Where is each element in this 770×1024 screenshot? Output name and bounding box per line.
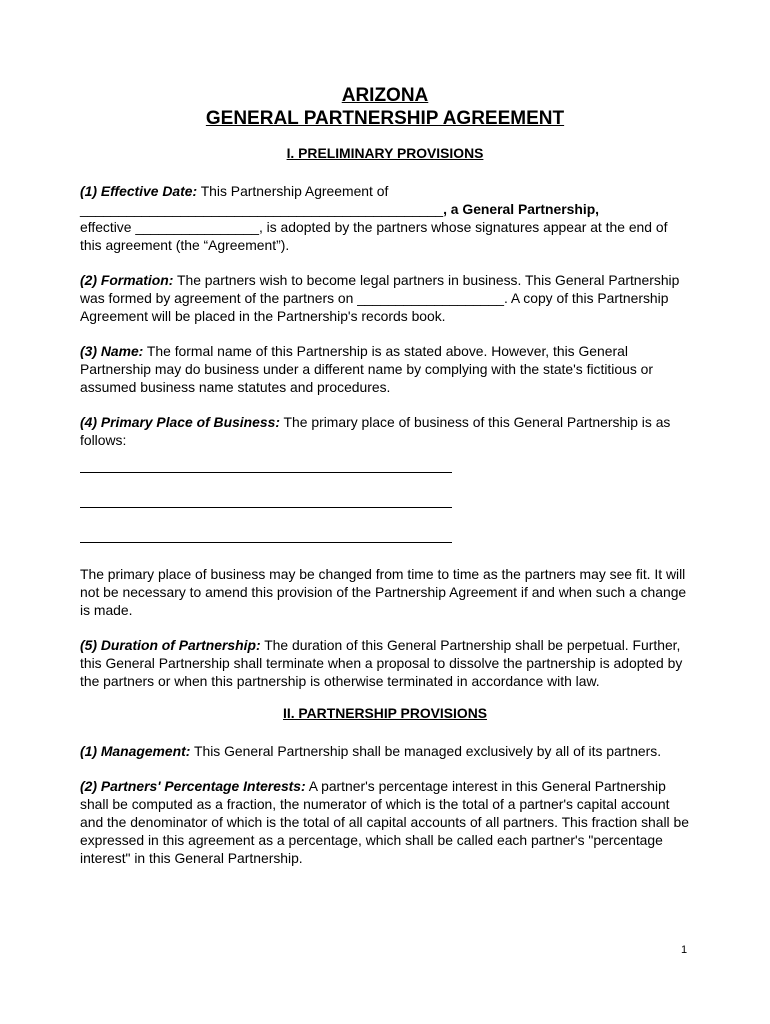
address-line-3[interactable] (80, 525, 452, 543)
page-number: 1 (681, 944, 688, 956)
clause-duration (80, 636, 690, 690)
clause-text: A partner's percentage interest in this General Partnership shall be computed as a fraction, the numerator of which is the total of a partner's capital account and the denominator of which is the total of all capital accounts of all partners. This fraction shall be expressed in this agreement as a percentage, which shall be called each partner's "percentage interest" in this General Partnership. (80, 778, 689, 866)
document-title (80, 84, 690, 130)
document-page (80, 84, 690, 884)
primary-place-note: The primary place of business may be changed from time to time as the partners may see fit. It will not be necessary to amend this provision of the Partnership Agreement if and when such a change is made. (80, 566, 687, 618)
clause-label: (3) Name: (80, 343, 144, 359)
section-heading-partnership: II. PARTNERSHIP PROVISIONS (282, 705, 488, 721)
address-line-2[interactable] (80, 490, 452, 508)
clause-text: The duration of this General Partnership shall be perpetual. Further, this General Partnership shall terminate when a proposal to dissolve the partnership is adopted by the partners or when this partnership is otherwise terminated in accordance with law. (80, 637, 683, 689)
clause-effective-date (80, 182, 690, 254)
address-lines (80, 455, 690, 543)
clause-management (80, 742, 690, 760)
clause-text: The formal name of this Partnership is as stated above. However, this General Partnership may do business under a different name by complying with the state's fictitious or assumed business name statutes and procedures. (80, 343, 653, 395)
general-partnership-suffix: , a General Partnership, (443, 201, 600, 217)
clause-label: (4) Primary Place of Business: (80, 414, 280, 430)
title-agreement: GENERAL PARTNERSHIP AGREEMENT (205, 108, 565, 129)
partnership-name-blank: _______________________________________________ (80, 201, 444, 217)
address-line-1[interactable] (80, 455, 452, 473)
clause-text: The partners wish to become legal partners in business. This General Partnership was formed by agreement of the partners on ___________________. A copy of this Partnership Agreement will be placed in the Partnership's records book. (80, 272, 680, 324)
clause-text: The primary place of business of this General Partnership is as follows: (80, 414, 671, 448)
clause-label: (2) Formation: (80, 272, 174, 288)
clause-text: This Partnership Agreement of (197, 183, 389, 199)
clause-formation (80, 271, 690, 325)
clause-text: This General Partnership shall be managed exclusively by all of its partners. (190, 743, 662, 759)
clause-label: (2) Partners' Percentage Interests: (80, 778, 306, 794)
title-state: ARIZONA (341, 85, 429, 106)
clause-label: (1) Effective Date: (80, 183, 198, 199)
clause-name (80, 342, 690, 396)
clause-label: (5) Duration of Partnership: (80, 637, 261, 653)
clause-label: (1) Management: (80, 743, 191, 759)
clause-primary-place (80, 413, 690, 449)
section-heading-preliminary: I. PRELIMINARY PROVISIONS (286, 145, 484, 161)
clause-text: effective ________________, is adopted by the partners whose signatures appear at the end of this agreement (the “Agreement”). (80, 219, 668, 253)
clause-percentage-interests (80, 777, 690, 867)
